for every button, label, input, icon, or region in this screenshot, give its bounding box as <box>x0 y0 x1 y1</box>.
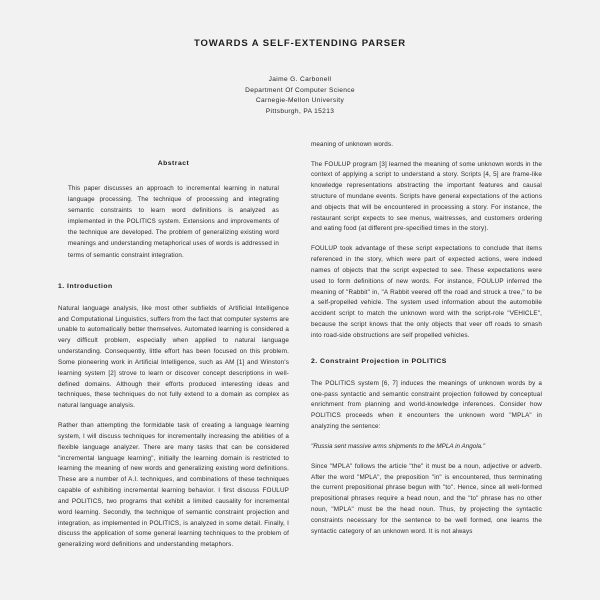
example-sentence: "Russia sent massive arms shipments to the MPLA in Angola." <box>311 442 486 450</box>
foulup-paragraph-2: FOULUP took advantage of these script expectations to conclude that items referenced in the story, which were part of expected actions, were indeed names of objects that the script expected to see. These expectations were used to form definitions of new words. For instance, FOULUP inferred the meaning of "Rabbit" in, "A Rabbit veered off the road and struck a tree," to be a self-propelled vehicle. The system used information about the automobile accident script to match the unknown word with the script-role "VEHICLE", because the script knows that the only objects that veer off roads to smash into road-side obstructions are self propelled vehicles. <box>311 245 542 339</box>
abstract-section <box>58 160 289 261</box>
author-address: Pittsburgh, PA 15213 <box>265 108 335 116</box>
left-column <box>58 140 289 560</box>
two-column-body <box>58 140 542 560</box>
foulup-paragraph-1: The FOULUP program [3] learned the meaning of some unknown words in the context of applying a script to understand a story. Scripts [4, 5] are frame-like knowledge representations abstracting the important features and causal structure of mundane events. Scripts have general expectations of the actions and objects that will be encountered in processing a story. For instance, the restaurant script expects to see menus, waitresses, and customers ordering and eating food (at different pre-specified times in the story). <box>311 160 542 233</box>
author-block <box>58 75 542 118</box>
author-department: Department Of Computer Science <box>245 86 355 94</box>
author-name: Jaime G. Carbonell <box>268 76 332 83</box>
introduction-heading: 1. Introduction <box>58 282 113 290</box>
page-title: TOWARDS A SELF-EXTENDING PARSER <box>193 38 407 49</box>
abstract-text: This paper discusses an approach to incremental learning in natural language processing. The technique of processing and integrating semantic constraints to learn word definitions is analyzed as implemented in the POLITICS system. Extensions and improvements of the technique are developed. The problem of generalizing existing word meanings and understanding metaphorical uses of words is addressed in terms of semantic constraint integration. <box>68 184 279 259</box>
abstract-heading: Abstract <box>157 159 190 167</box>
politics-paragraph-1: The POLITICS system [6, 7] induces the meanings of unknown words by a one-pass syntactic and semantic constraint projection followed by conceptual enrichment from planning and world-knowledge inferences. Consider how POLITICS proceeds when it encounters the unknown word "MPLA" in analyzing the sentence: <box>311 379 542 431</box>
introduction-paragraph-2: Rather than attempting the formidable task of creating a language learning system, I will discuss techniques for incrementally increasing the abilities of a flexible language analyzer. There are many tasks that can be considered "incremental language learning", initially the learning domain is restricted to learning the meaning of new words and generalizing existing word definitions. These are a number of A.I. techniques, and combinations of these techniques capable of exhibiting incremental learning behavior. I first discuss FOULUP and POLITICS, two programs that exhibit a limited causality for incremental word learning. Secondly, the technique of semantic constraint projection and integration, as implemented in POLITICS, is analyzed in some detail. Finally, I discuss the application of some general learning techniques to the problem of generalizing word definitions and understanding metaphors. <box>58 422 289 549</box>
right-column <box>311 140 542 547</box>
section-2-heading: 2. Constraint Projection in POLITICS <box>311 357 447 365</box>
author-university: Carnegie-Mellon University <box>255 97 345 105</box>
politics-paragraph-2: Since "MPLA" follows the article "the" it must be a noun, adjective or adverb. After the word "MPLA", the preposition "in" is encountered, thus terminating the current prepositional phrase begun with "to". Hence, since all well-formed prepositional phrases require a head noun, and the "to" phrase has no other noun, "MPLA" must be the head noun. Thus, by projecting the syntactic constraints necessary for the sentence to be well formed, one learns the syntactic category of an unknown word. It is not always <box>311 462 542 535</box>
introduction-paragraph-1: Natural language analysis, like most other subfields of Artificial Intelligence and Computational Linguistics, suffers from the fact that computer systems are unable to automatically better themselves. Automated learning is considered a very difficult problem, especially when applied to natural language understanding. Consequently, little effort has been focused on this problem. Some pioneering work in Artificial Intelligence, such as AM [1] and Winston's learning system [2] strove to learn or discover concept descriptions in well-defined domains. Although their efforts produced interesting ideas and techniques, these techniques do not fully extend to a domain as complex as natural language analysis. <box>58 304 289 410</box>
continued-fragment: meaning of unknown words. <box>311 140 394 148</box>
